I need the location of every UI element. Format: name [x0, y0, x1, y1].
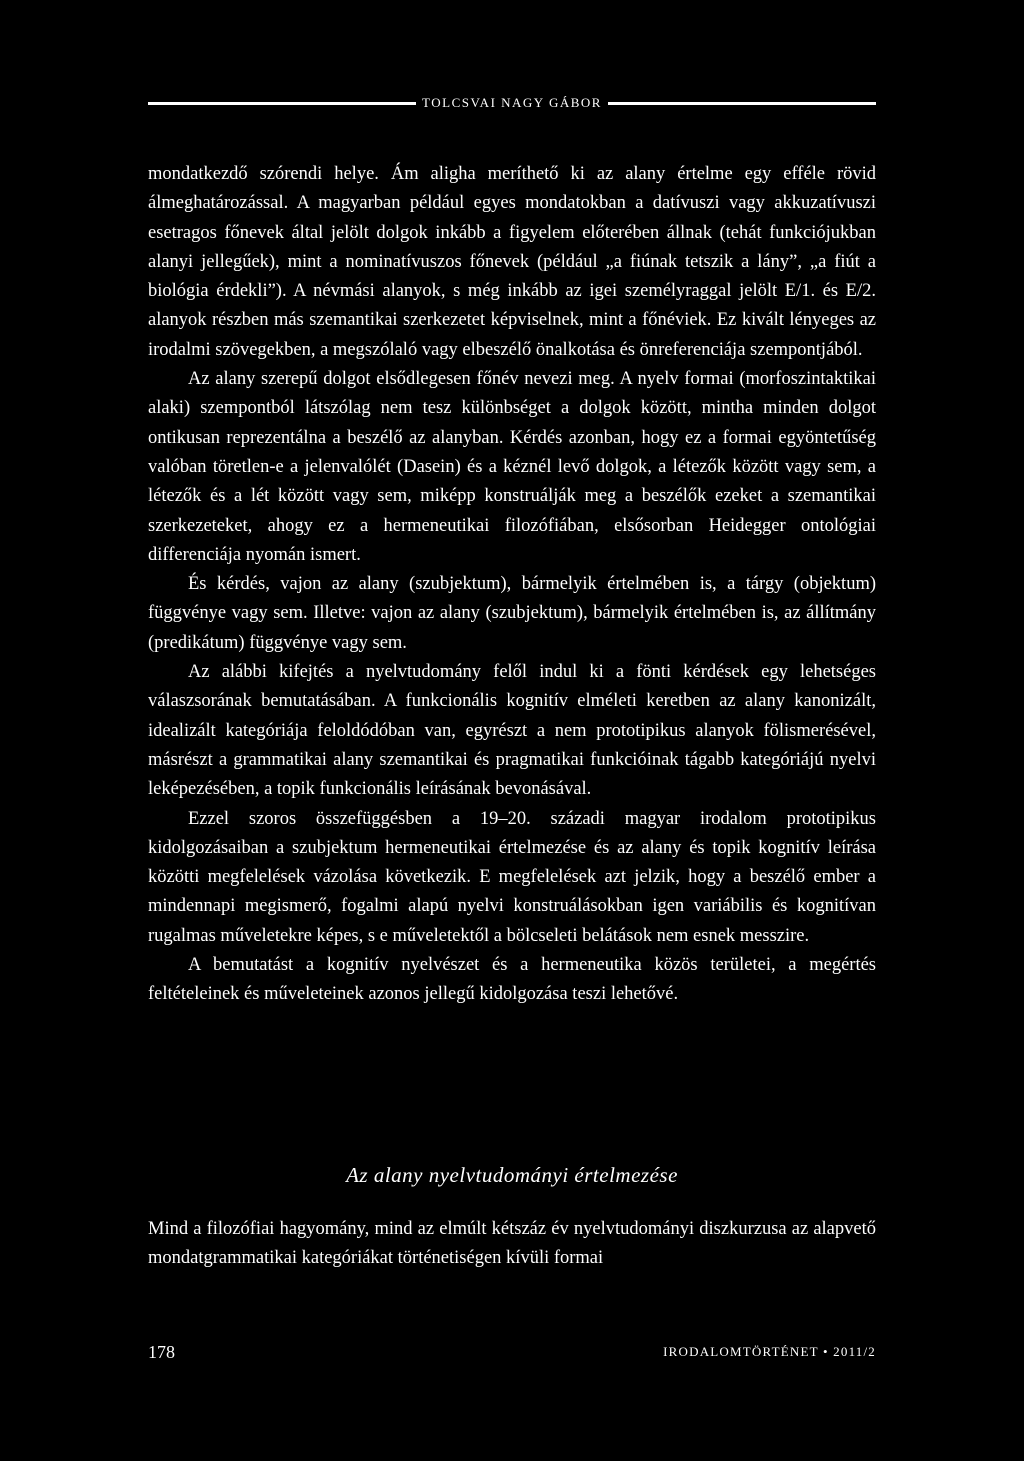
- paragraph-3: És kérdés, vajon az alany (szubjektum), bármelyik értelmében is, a tárgy (objektum) függvénye vagy sem. Illetve: vajon az alany (szubjektum), bármelyik értelmében is, az állítmány (predikátum) függvénye vagy sem.: [148, 574, 876, 653]
- body-text: [148, 160, 876, 1010]
- page-number: 178: [148, 1341, 175, 1362]
- paragraph-2: Az alany szerepű dolgot elsődlegesen főnév nevezi meg. A nyelv formai (morfoszintaktikai alaki) szempontból látszólag nem tesz különbséget a dolgok között, mintha minden dolgot ontikusan reprezentálna a beszélő az alanyban. Kérdés azonban, hogy ez a formai egyöntetűség valóban töretlen-e a jelenvalólét (Dasein) és a kéznél levő dolgok, a létezők között vagy sem, a létezők és a lét között vagy sem, miképp konstruálják meg a beszélők ezeket a szemantikai szerkezeteket, ahogy ez a hermeneutikai filozófiában, elsősorban Heidegger ontológiai differenciája nyomán ismert.: [148, 369, 876, 565]
- paragraph-6: A bemutatást a kognitív nyelvészet és a hermeneutika közös területei, a megértés feltételeinek és műveleteinek azonos jellegű kidolgozása teszi lehetővé.: [148, 955, 876, 1005]
- paragraph-4: Az alábbi kifejtés a nyelvtudomány felől indul ki a fönti kérdések egy lehetséges válaszsorának bemutatásában. A funkcionális kognitív elméleti keretben az alany kanonizált, idealizált kategóriája feloldódóban van, egyrészt a nem prototipikus alanyok fölismerésével, másrészt a grammatikai alany szemantikai és pragmatikai funkcióinak tágabb kategóriájú nyelvi leképezésében, a topik funkcionális leírásának bevonásával.: [148, 662, 876, 800]
- paragraph-5: Ezzel szoros összefüggésben a 19–20. századi magyar irodalom prototipikus kidolgozásaiban a szubjektum hermeneutikai értelmezése és az alany és topik kognitív leírása közötti megfelelések vázolása következik. E megfelelések azt jelzik, hogy a beszélő ember a mindennapi megismerő, fogalmi alapú nyelvi konstruálásokban igen variábilis és kognitívan rugalmas műveletekre képes, s e műveletektől a bölcseleti belátások nem esnek messzire.: [148, 808, 876, 946]
- page-footer: [148, 1340, 876, 1364]
- running-head: [148, 92, 876, 114]
- paragraph-1: mondatkezdő szórendi helye. Ám aligha meríthető ki az alany értelme egy efféle rövid álmeghatározással. A magyarban például egyes mondatokban a datívuszi vagy akkuzatívuszi esetragos főnevek által jelölt dolgok inkább a figyelem előterében állnak (tehát funkciójukban alanyi jellegűek), mint a nominatívuszos főnevek (például „a fiúnak tetszik a lány”, „a fiút a biológia érdekli”). A névmási alanyok, s még inkább az igei személyraggal jelölt E/1. és E/2. alanyok részben más szemantikai szerkezetet képviselnek, mint a főnéviek. Ez kivált lényeges az irodalmi szövegekben, a megszólaló vagy elbeszélő önalkotása és önreferenciája szempontjából.: [148, 164, 876, 360]
- section-text: [148, 1215, 876, 1274]
- running-head-author: TOLCSVAI NAGY GÁBOR: [422, 95, 602, 110]
- section-title: Az alany nyelvtudományi értelmezése: [346, 1163, 678, 1187]
- section-paragraph-1: Mind a filozófiai hagyomány, mind az elmúlt kétszáz év nyelvtudományi diszkurzusa az alapvető mondatgrammatikai kategóriákat történetiségen kívüli formai: [148, 1219, 876, 1269]
- running-head-rule-right: [608, 102, 876, 105]
- running-head-rule-left: [148, 102, 416, 105]
- journal-issue: IRODALOMTÖRTÉNET • 2011/2: [663, 1344, 876, 1359]
